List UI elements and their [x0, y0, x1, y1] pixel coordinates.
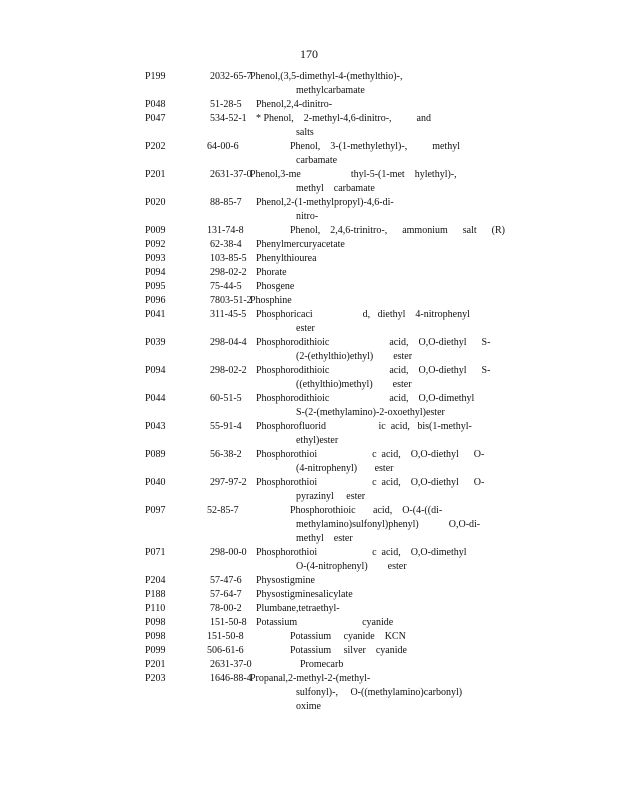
cas-number: 7803-51-2 [210, 295, 252, 306]
substance-name: Phosphoricaci d, diethyl 4-nitrophenyl [256, 309, 470, 320]
cas-number: 2631-37-0 [210, 659, 252, 670]
substance-name: Phosgene [256, 281, 295, 292]
waste-code: P095 [145, 281, 166, 292]
cas-number: 55-91-4 [210, 421, 242, 432]
waste-code: P041 [145, 309, 166, 320]
substance-name-continuation: O-(4-nitrophenyl) ester [296, 561, 407, 572]
cas-number: 151-50-8 [210, 617, 247, 628]
entry-main-line [0, 140, 618, 154]
page-number: 170 [300, 47, 318, 61]
substance-name-continuation: (2-(ethylthio)ethyl) ester [296, 351, 413, 362]
entry-continuation-line [0, 182, 618, 196]
waste-code: P202 [145, 141, 166, 152]
substance-name: Plumbane,tetraethyl- [256, 603, 340, 614]
substance-name: Phosphine [250, 295, 292, 306]
entry-main-line [0, 476, 618, 490]
substance-name: Phenol, 3-(1-methylethyl)-, methyl [290, 141, 460, 152]
substance-name-continuation: sulfonyl)-, O-((methylamino)carbonyl) [296, 687, 463, 698]
waste-code: P201 [145, 659, 166, 670]
cas-number: 131-74-8 [207, 225, 244, 236]
substance-name: Phosphorodithioic acid, O,O-dimethyl [256, 393, 475, 404]
cas-number: 60-51-5 [210, 393, 242, 404]
waste-code: P009 [145, 225, 166, 236]
waste-code: P093 [145, 253, 166, 264]
cas-number: 88-85-7 [210, 197, 242, 208]
entry-main-line [0, 252, 618, 266]
entry-main-line [0, 644, 618, 658]
cas-number: 103-85-5 [210, 253, 247, 264]
substance-name-continuation: ethyl)ester [296, 435, 339, 446]
entry-main-line [0, 658, 618, 672]
waste-code: P071 [145, 547, 166, 558]
list-item [0, 630, 618, 644]
cas-number: 57-47-6 [210, 575, 242, 586]
list-item [0, 112, 618, 140]
substance-name: Promecarb [300, 659, 344, 670]
waste-code: P044 [145, 393, 166, 404]
substance-name: Phosphorodithioic acid, O,O-diethyl S- [256, 365, 491, 376]
list-item [0, 364, 618, 392]
entry-main-line [0, 308, 618, 322]
cas-number: 298-02-2 [210, 365, 247, 376]
entry-main-line [0, 196, 618, 210]
waste-code: P099 [145, 645, 166, 656]
entry-main-line [0, 70, 618, 84]
list-item [0, 280, 618, 294]
entry-main-line [0, 546, 618, 560]
list-item [0, 644, 618, 658]
list-item [0, 266, 618, 280]
substance-name-continuation: salts [296, 127, 314, 138]
substance-name: Potassium cyanide KCN [290, 631, 406, 642]
cas-number: 311-45-5 [210, 309, 247, 320]
entry-continuation-line [0, 406, 618, 420]
entry-continuation-line [0, 560, 618, 574]
cas-number: 534-52-1 [210, 113, 247, 124]
entry-main-line [0, 98, 618, 112]
list-item [0, 476, 618, 504]
waste-code: P203 [145, 673, 166, 684]
substance-name-continuation: pyrazinyl ester [296, 491, 366, 502]
substance-name: Phenol,2-(1-methylpropyl)-4,6-di- [256, 197, 394, 208]
entry-continuation-line [0, 84, 618, 98]
substance-name-continuation: methyl ester [296, 533, 353, 544]
cas-number: 298-02-2 [210, 267, 247, 278]
cas-number: 2631-37-0 [210, 169, 252, 180]
substance-name: Potassium cyanide [256, 617, 394, 628]
substance-name-continuation: methylcarbamate [296, 85, 365, 96]
list-item [0, 504, 618, 546]
waste-code: P204 [145, 575, 166, 586]
waste-code: P098 [145, 617, 166, 628]
entry-continuation-line [0, 350, 618, 364]
waste-code: P094 [145, 365, 166, 376]
substance-name-continuation: ((ethylthio)methyl) ester [296, 379, 412, 390]
entry-main-line [0, 392, 618, 406]
substance-name-continuation: ester [296, 323, 315, 334]
entry-main-line [0, 616, 618, 630]
waste-code: P199 [145, 71, 166, 82]
entry-main-line [0, 504, 618, 518]
entry-continuation-line [0, 700, 618, 714]
waste-code: P094 [145, 267, 166, 278]
waste-code: P097 [145, 505, 166, 516]
entry-main-line [0, 364, 618, 378]
substance-name: Physostigmine [256, 575, 315, 586]
list-item [0, 448, 618, 476]
waste-code: P047 [145, 113, 166, 124]
substance-name: Physostigminesalicylate [256, 589, 353, 600]
cas-number: 78-00-2 [210, 603, 242, 614]
cas-number: 64-00-6 [207, 141, 239, 152]
cas-number: 75-44-5 [210, 281, 242, 292]
cas-number: 297-97-2 [210, 477, 247, 488]
entry-main-line [0, 294, 618, 308]
cas-number: 57-64-7 [210, 589, 242, 600]
entry-main-line [0, 224, 618, 238]
entry-main-line [0, 266, 618, 280]
waste-code: P020 [145, 197, 166, 208]
waste-code: P098 [145, 631, 166, 642]
substance-name: Phenol,(3,5-dimethyl-4-(methylthio)-, [250, 71, 403, 82]
entry-main-line [0, 448, 618, 462]
list-item [0, 658, 618, 672]
entry-main-line [0, 168, 618, 182]
cas-number: 298-00-0 [210, 547, 247, 558]
waste-code: P089 [145, 449, 166, 460]
substance-name: Phosphorofluorid ic acid, bis(1-methyl- [256, 421, 472, 432]
cas-number: 298-04-4 [210, 337, 247, 348]
entry-continuation-line [0, 322, 618, 336]
waste-code: P039 [145, 337, 166, 348]
cas-number: 62-38-4 [210, 239, 242, 250]
entry-continuation-line [0, 378, 618, 392]
entry-main-line [0, 602, 618, 616]
entry-continuation-line [0, 126, 618, 140]
list-item [0, 546, 618, 574]
cas-number: 506-61-6 [207, 645, 244, 656]
entry-continuation-line [0, 686, 618, 700]
entry-main-line [0, 588, 618, 602]
entry-main-line [0, 420, 618, 434]
list-item [0, 616, 618, 630]
substance-name: Phosphorothioic acid, O-(4-((di- [290, 505, 443, 516]
substance-name-continuation: methylamino)sulfonyl)phenyl) O,O-di- [296, 519, 481, 530]
list-item [0, 392, 618, 420]
substance-name-continuation: nitro- [296, 211, 319, 222]
substance-name-continuation: oxime [296, 701, 321, 712]
entry-main-line [0, 574, 618, 588]
list-item [0, 294, 618, 308]
entry-continuation-line [0, 210, 618, 224]
entry-main-line [0, 112, 618, 126]
list-item [0, 224, 618, 238]
waste-code: P092 [145, 239, 166, 250]
substance-name: Phenylmercuryacetate [256, 239, 345, 250]
substance-name-continuation: (4-nitrophenyl) ester [296, 463, 394, 474]
waste-code: P110 [145, 603, 166, 614]
entry-main-line [0, 630, 618, 644]
waste-code: P096 [145, 295, 166, 306]
list-item [0, 238, 618, 252]
waste-code: P040 [145, 477, 166, 488]
entry-continuation-line [0, 154, 618, 168]
entry-main-line [0, 280, 618, 294]
entry-continuation-line [0, 532, 618, 546]
substance-name-continuation: methyl carbamate [296, 183, 375, 194]
list-item [0, 140, 618, 168]
list-item [0, 588, 618, 602]
substance-name-continuation: S-(2-(methylamino)-2-oxoethyl)ester [296, 407, 445, 418]
entry-continuation-line [0, 434, 618, 448]
list-item [0, 308, 618, 336]
substance-name: Phorate [256, 267, 287, 278]
list-item [0, 196, 618, 224]
entry-continuation-line [0, 490, 618, 504]
entry-continuation-line [0, 462, 618, 476]
substance-name: Phosphorothioi c acid, O,O-dimethyl [256, 547, 467, 558]
list-item [0, 98, 618, 112]
chemical-list [0, 70, 618, 714]
entry-main-line [0, 238, 618, 252]
waste-code: P188 [145, 589, 166, 600]
substance-name: Phosphorothioi c acid, O,O-diethyl O- [256, 449, 485, 460]
list-item [0, 574, 618, 588]
substance-name: Potassium silver cyanide [290, 645, 407, 656]
substance-name: Phosphorodithioic acid, O,O-diethyl S- [256, 337, 491, 348]
substance-name: Phosphorothioi c acid, O,O-diethyl O- [256, 477, 485, 488]
entry-main-line [0, 336, 618, 350]
list-item [0, 252, 618, 266]
entry-continuation-line [0, 518, 618, 532]
cas-number: 52-85-7 [207, 505, 239, 516]
substance-name: Phenol,2,4-dinitro- [256, 99, 333, 110]
list-item [0, 420, 618, 448]
list-item [0, 70, 618, 98]
substance-name: Phenol, 2,4,6-trinitro-, ammonium salt (R) [290, 225, 505, 236]
list-item [0, 168, 618, 196]
substance-name: * Phenol, 2-methyl-4,6-dinitro-, and [256, 113, 431, 124]
waste-code: P048 [145, 99, 166, 110]
cas-number: 1646-88-4 [210, 673, 252, 684]
waste-code: P201 [145, 169, 166, 180]
cas-number: 56-38-2 [210, 449, 242, 460]
substance-name: Phenol,3-me thyl-5-(1-met hylethyl)-, [250, 169, 457, 180]
cas-number: 2032-65-7 [210, 71, 252, 82]
waste-code: P043 [145, 421, 166, 432]
substance-name: Propanal,2-methyl-2-(methyl- [250, 673, 371, 684]
cas-number: 151-50-8 [207, 631, 244, 642]
list-item [0, 336, 618, 364]
substance-name-continuation: carbamate [296, 155, 338, 166]
substance-name: Phenylthiourea [256, 253, 317, 264]
cas-number: 51-28-5 [210, 99, 242, 110]
entry-main-line [0, 672, 618, 686]
list-item [0, 672, 618, 714]
list-item [0, 602, 618, 616]
